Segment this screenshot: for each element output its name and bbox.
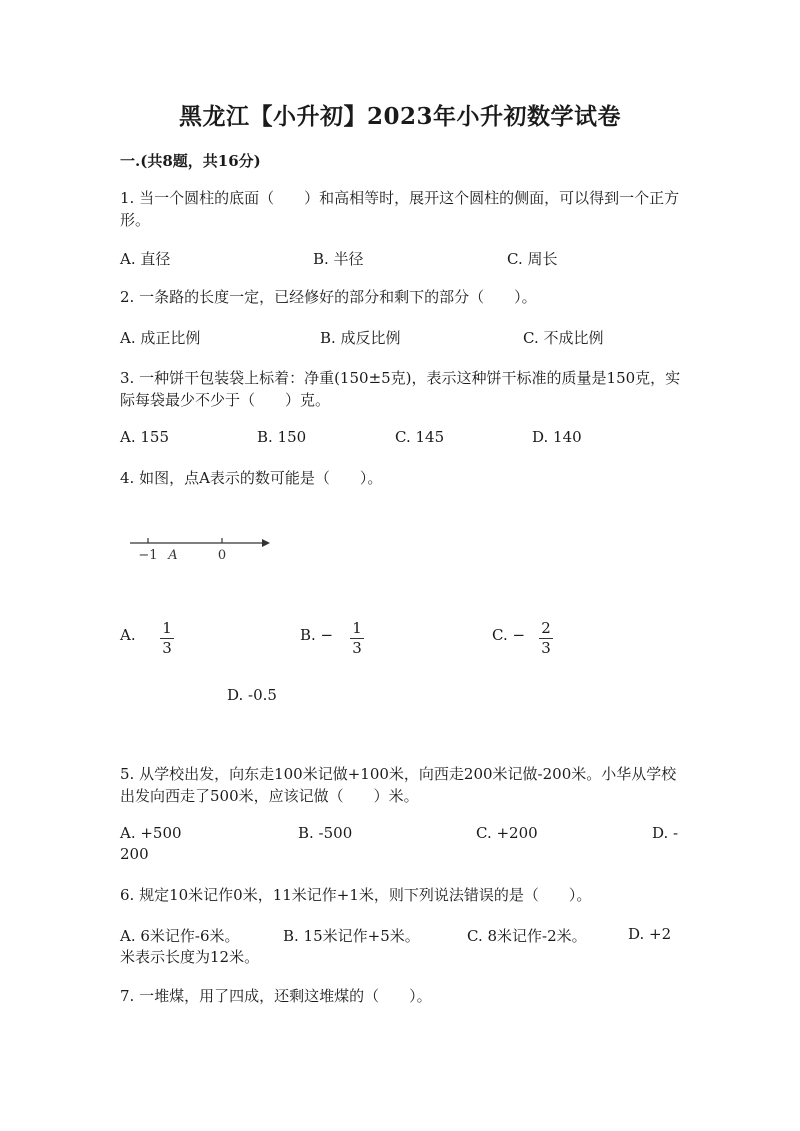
q4-option-d: D. -0.5 [227,686,277,704]
question-5-text: 5. 从学校出发，向东走100米记做+100米，向西走200米记做-200米。小华从学校出发向西走了500米，应该记做（ ）米。 [120,765,677,805]
question-4-text: 4. 如图，点A表示的数可能是（ ）。 [120,469,383,487]
q6-option-d-continued: 米表示长度为12米。 [120,948,260,966]
number-line-figure [126,532,271,564]
question-7-text: 7. 一堆煤，用了四成，还剩这堆煤的（ ）。 [120,987,432,1005]
q6-option-a: A. 6米记作-6米。 [120,927,240,945]
fraction-numerator: 2 [541,619,551,637]
q6-option-b: B. 15米记作+5米。 [283,927,420,945]
question-3-text: 3. 一种饼干包装袋上标着：净重(150±5克)，表示这种饼干标准的质量是150克，实际每袋最少不少于（ ）克。 [120,369,681,409]
number-line-arrow [262,539,270,547]
q5-option-d-continued: 200 [120,845,149,863]
label-minus-one: −1 [138,548,158,563]
q4-option-c-fraction [539,620,553,657]
q5-option-c: C. +200 [476,824,538,842]
q6-option-d: D. +2 [628,925,672,943]
q5-option-a: A. +500 [120,824,182,842]
question-1-text: 1. 当一个圆柱的底面（ ）和高相等时，展开这个圆柱的侧面，可以得到一个正方形。 [120,189,680,229]
fraction-denominator: 3 [162,639,172,657]
q1-option-a: A. 直径 [120,250,171,268]
question-6-text: 6. 规定10米记作0米，11米记作+1米，则下列说法错误的是（ ）。 [120,886,592,904]
q5-option-b: B. -500 [298,824,353,842]
q4-option-c-label: C. − [492,626,526,644]
label-point-a: A [168,548,178,563]
fraction-denominator: 3 [541,639,551,657]
q3-option-d: D. 140 [532,428,582,446]
section-heading: 一.(共8题，共16分) [120,152,261,170]
q6-option-c: C. 8米记作-2米。 [467,927,587,945]
fraction-numerator: 1 [162,619,172,637]
q4-option-a-label: A. [120,626,136,644]
q2-option-a: A. 成正比例 [120,329,201,347]
q3-option-a: A. 155 [120,428,169,446]
q4-option-b-label: B. − [300,626,334,644]
q5-option-d: D. - [652,824,679,842]
q2-option-c: C. 不成比例 [523,329,604,347]
q4-option-a-fraction [160,620,174,657]
q3-option-b: B. 150 [257,428,307,446]
q3-option-c: C. 145 [395,428,445,446]
q1-option-b: B. 半径 [313,250,364,268]
q4-option-b-fraction [350,620,364,657]
label-zero: 0 [217,548,227,563]
fraction-numerator: 1 [352,619,362,637]
q1-option-c: C. 周长 [507,250,558,268]
q2-option-b: B. 成反比例 [320,329,401,347]
fraction-denominator: 3 [352,639,362,657]
question-2-text: 2. 一条路的长度一定，已经修好的部分和剩下的部分（ ）。 [120,288,537,306]
page-title: 黑龙江【小升初】2023年小升初数学试卷 [178,103,621,130]
